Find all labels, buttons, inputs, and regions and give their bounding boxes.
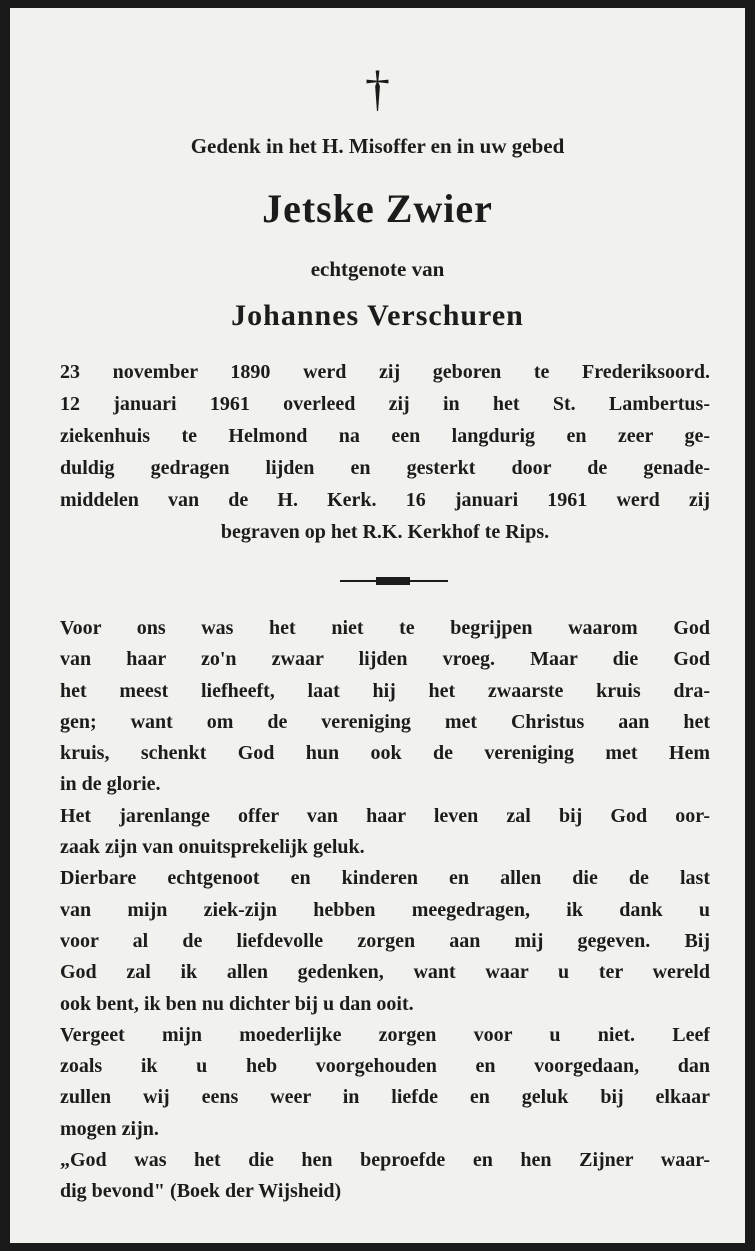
prayer-line: God zal ik allen gedenken, want waar u ter wereld (60, 961, 710, 984)
bio-line: ziekenhuis te Helmond na een langdurig en zeer ge- (60, 425, 710, 447)
spouse-name: Johannes Verschuren (231, 299, 524, 332)
ornamental-divider (338, 575, 450, 587)
biography-paragraph (60, 356, 710, 548)
prayer-line: zullen wij eens weer in liefde en geluk bij elkaar (60, 1086, 710, 1109)
cross-icon: † (365, 60, 390, 116)
spouse-relation: echtgenote van (310, 257, 445, 281)
prayer-line: Voor ons was het niet te begrijpen waarom God (60, 617, 710, 639)
prayer-line: van haar zo'n zwaar lijden vroeg. Maar die God (60, 648, 710, 671)
bio-line: middelen van de H. Kerk. 16 januari 1961 werd zij (60, 489, 710, 511)
prayer-line: zaak zijn van onuitsprekelijk geluk. (60, 836, 365, 859)
deceased-name: Jetske Zwier (262, 186, 493, 231)
bio-line: 23 november 1890 werd zij geboren te Frederiksoord. (60, 361, 710, 383)
prayer-line: Vergeet mijn moederlijke zorgen voor u niet. Leef (60, 1023, 710, 1046)
bio-line: begraven op het R.K. Kerkhof te Rips. (220, 521, 550, 543)
prayer-paragraph (60, 613, 710, 1208)
prayer-line: in de glorie. (60, 773, 161, 796)
prayer-line: „God was het die hen beproefde en hen Zijner waar- (60, 1149, 710, 1172)
prayer-line: Het jarenlange offer van haar leven zal bij God oor- (60, 804, 710, 827)
prayer-line: Dierbare echtgenoot en kinderen en allen die de last (60, 867, 710, 890)
bio-line: 12 januari 1961 overleed zij in het St. Lambertus- (60, 393, 710, 415)
memorial-card (10, 8, 745, 1243)
prayer-line: voor al de liefdevolle zorgen aan mij gegeven. Bij (60, 929, 710, 952)
prayer-line: van mijn ziek-zijn hebben meegedragen, ik dank u (60, 898, 710, 921)
bio-line: duldig gedragen lijden en gesterkt door de genade- (60, 457, 710, 479)
remembrance-line: Gedenk in het H. Misoffer en in uw gebed (190, 134, 565, 158)
prayer-line: ook bent, ik ben nu dichter bij u dan ooit. (60, 992, 414, 1015)
prayer-line: het meest liefheeft, laat hij het zwaarste kruis dra- (60, 679, 710, 702)
prayer-line: dig bevond" (Boek der Wijsheid) (60, 1180, 342, 1203)
prayer-line: gen; want om de vereniging met Christus aan het (60, 710, 710, 733)
prayer-line: mogen zijn. (60, 1117, 159, 1140)
prayer-line: kruis, schenkt God hun ook de vereniging met Hem (60, 742, 710, 765)
prayer-line: zoals ik u heb voorgehouden en voorgedaan, dan (60, 1055, 710, 1078)
